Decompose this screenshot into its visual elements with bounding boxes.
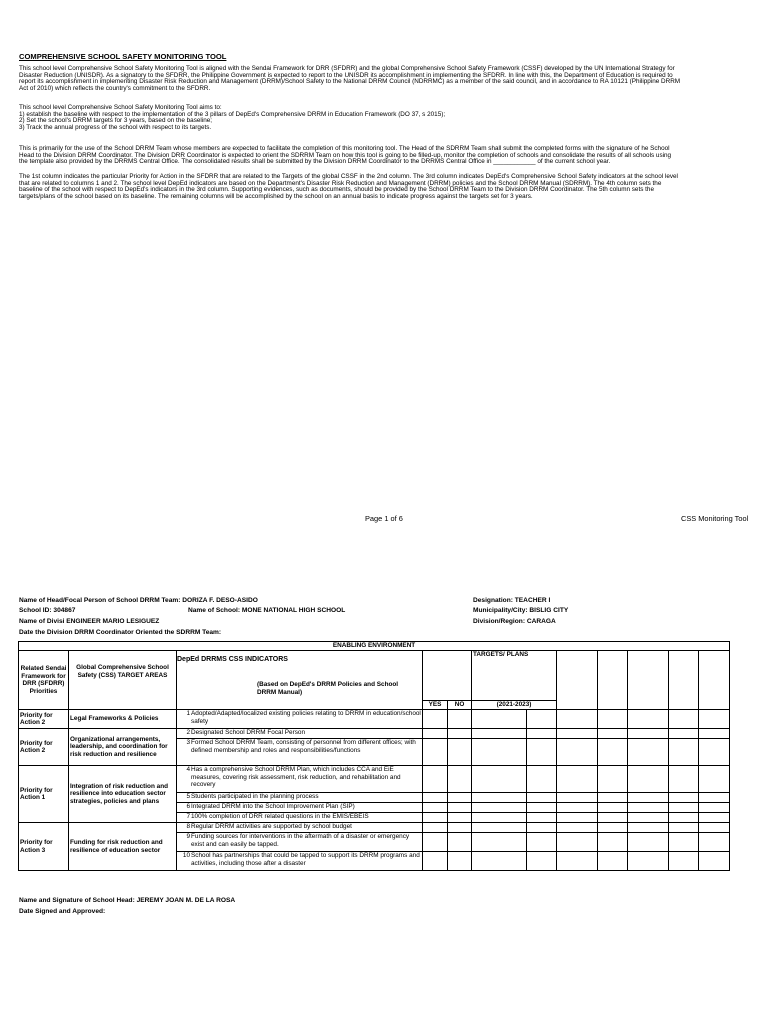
- year-column: [628, 651, 669, 710]
- deped-indicator: [177, 833, 423, 852]
- aims-paragraph: [19, 105, 751, 131]
- yes-cell[interactable]: [423, 823, 448, 833]
- no-cell[interactable]: [448, 813, 472, 823]
- year-cell[interactable]: [669, 833, 699, 852]
- targets-header: [472, 651, 557, 708]
- target-cell[interactable]: [527, 710, 557, 729]
- year-cell[interactable]: [557, 793, 598, 803]
- intro-paragraph: [19, 66, 751, 92]
- no-cell[interactable]: [448, 793, 472, 803]
- year-cell[interactable]: [628, 803, 669, 813]
- paragraph-line: The 1st column indicates the particular Priority for Action in the SFDRR that are related to the Targets of the global CSSF in the 2nd column. The 3rd column indicates DepEd's Comprehensive School Safety indicators at the school level: [19, 173, 678, 180]
- date-signed: Date Signed and Approved:: [19, 908, 106, 915]
- indicator-text: Formed School DRRM Team, consisting of personnel from different offices; with defined membership and roles and responsibilities/functions: [191, 739, 416, 754]
- baseline-header: [423, 651, 472, 701]
- no-cell[interactable]: [448, 833, 472, 852]
- paragraph-line: that are related to columns 1 and 2. The school level DepEd indicators are based on the Department's Disaster Risk Reduction and Management (DRRM) policies and the School DRRM Manual (SDRRM). The 4th column sets the: [19, 179, 662, 187]
- no-cell[interactable]: [448, 729, 472, 739]
- no-cell[interactable]: [448, 803, 472, 813]
- year-column: [699, 651, 730, 710]
- target-cell[interactable]: [472, 766, 527, 793]
- indicator-text: Adopted/Adapted/localized existing policies relating to DRRM in education/school safety: [191, 710, 421, 725]
- yes-cell[interactable]: [423, 710, 448, 729]
- year-cell[interactable]: [598, 710, 628, 729]
- yes-cell[interactable]: [423, 766, 448, 793]
- year-cell[interactable]: [598, 813, 628, 823]
- division-region: Division/Region: CARAGA: [473, 618, 556, 625]
- table-row: [19, 766, 730, 793]
- paragraph-line: Disaster Reduction (UNISDR). As a signatory to the SFDRR, the Philippine Government is expected to report to the UNISDR its accomplishment in implementing the SFDRR. In line with this, the Department of Education is required to: [19, 71, 673, 79]
- table-row: [19, 823, 730, 833]
- indicator-text: Students participated in the planning process: [191, 793, 319, 800]
- paragraph-line: This school level Comprehensive School Safety Monitoring Tool is aligned with the Sendai Framework for DRR (SFDRR) and the global Comprehensive School Safety Framework (CSSF) developed by the UN International Strategy for: [19, 65, 675, 72]
- targets-years: (2021-2023): [496, 701, 532, 708]
- year-cell[interactable]: [628, 766, 669, 793]
- deped-title: DepEd DRRMS CSS INDICATORS: [177, 656, 288, 663]
- sendai-priority: Priority for Action 1: [19, 766, 69, 823]
- target-cell[interactable]: [472, 803, 527, 813]
- deped-indicator: [177, 729, 423, 739]
- deped-indicator: [177, 813, 423, 823]
- year-cell[interactable]: [669, 793, 699, 803]
- year-cell[interactable]: [669, 710, 699, 729]
- columns-paragraph: [19, 174, 751, 200]
- year-cell[interactable]: [628, 833, 669, 852]
- indicator-text: Regular DRRM activities are supported by school budget: [191, 823, 352, 830]
- no-cell[interactable]: [448, 739, 472, 766]
- year-column: [669, 651, 699, 710]
- municipality: Municipality/City: BISLIG CITY: [473, 607, 569, 614]
- year-cell[interactable]: [557, 852, 598, 871]
- yes-cell[interactable]: [423, 739, 448, 766]
- year-cell[interactable]: [557, 766, 598, 793]
- usage-paragraph: [19, 146, 751, 166]
- deped-indicator: [177, 739, 423, 766]
- year-cell[interactable]: [699, 766, 730, 793]
- target-cell[interactable]: [472, 852, 527, 871]
- year-cell[interactable]: [557, 739, 598, 766]
- yes-header: YES: [423, 701, 448, 710]
- target-cell[interactable]: [527, 803, 557, 813]
- year-cell[interactable]: [628, 739, 669, 766]
- year-cell[interactable]: [699, 710, 730, 729]
- year-cell[interactable]: [699, 852, 730, 871]
- year-cell[interactable]: [628, 823, 669, 833]
- indicator-number: 7: [186, 813, 190, 820]
- deped-indicator: [177, 823, 423, 833]
- indicator-number: 10: [182, 852, 190, 859]
- deped-indicator: [177, 852, 423, 871]
- deped-indicator: [177, 803, 423, 813]
- sendai-priority: Priority for Action 3: [19, 823, 69, 871]
- year-cell[interactable]: [628, 793, 669, 803]
- deped-indicator: [177, 766, 423, 793]
- date-oriented: Date the Division DRRM Coordinator Oriented the SDRRM Team:: [19, 629, 222, 636]
- year-cell[interactable]: [699, 793, 730, 803]
- cssf-target-area: Organizational arrangements, leadership, and coordination for risk reduction and resilience: [69, 729, 177, 766]
- page-two: [0, 590, 768, 1024]
- col-header-sendai: Related Sendai Framework for DRR (SFDRR) Priorities: [19, 651, 69, 710]
- paragraph-line: 3) Track the annual progress of the school with respect to its targets.: [19, 123, 212, 131]
- indicator-number: 4: [186, 766, 190, 773]
- target-cell[interactable]: [527, 813, 557, 823]
- paragraph-line: This is primarily for the use of the School DRRM Team whose members are expected to facilitate the completion of this monitoring tool. The Head of the SDRRM Team shall submit the completed forms with the signature of he School: [19, 145, 670, 152]
- year-cell[interactable]: [699, 813, 730, 823]
- yes-cell[interactable]: [423, 729, 448, 739]
- yes-cell[interactable]: [423, 803, 448, 813]
- target-cell[interactable]: [527, 739, 557, 766]
- year-cell[interactable]: [598, 852, 628, 871]
- target-cell[interactable]: [527, 833, 557, 852]
- indicator-text: School has partnerships that could be tapped to support its DRRM programs and activities, including those after a disaster: [191, 852, 420, 867]
- no-header: NO: [448, 701, 472, 710]
- table-row: [19, 710, 730, 729]
- page-number: Page 1 of 6: [365, 514, 403, 523]
- target-cell[interactable]: [472, 833, 527, 852]
- paragraph-line: Head to the Division DRRM Coordinator. The Division DRR Coordinator is expected to orient the SDRRM Team on how this tool is going to be filled-up, monitor the completion of schools and consolidate the results of all schools using: [19, 151, 672, 159]
- year-cell[interactable]: [598, 803, 628, 813]
- indicator-text: Integrated DRRM into the School Improvement Plan (SIP): [191, 803, 355, 810]
- table-row: [19, 729, 730, 739]
- deped-indicator: [177, 710, 423, 729]
- indicator-number: 2: [186, 729, 190, 736]
- indicator-number: 9: [186, 833, 190, 840]
- year-column: [557, 651, 598, 710]
- year-cell[interactable]: [598, 793, 628, 803]
- no-cell[interactable]: [448, 823, 472, 833]
- enabling-environment-band: ENABLING ENVIRONMENT: [19, 642, 730, 651]
- year-cell[interactable]: [557, 833, 598, 852]
- indicator-number: 3: [186, 739, 190, 746]
- cssf-target-area: Funding for risk reduction and resilience of education sector: [69, 823, 177, 871]
- yes-cell[interactable]: [423, 793, 448, 803]
- year-cell[interactable]: [557, 729, 598, 739]
- indicator-number: 8: [186, 823, 190, 830]
- target-cell[interactable]: [472, 813, 527, 823]
- school-id: School ID: 304867: [19, 607, 76, 614]
- deped-subtitle: (Based on DepEd's DRRM Policies and School DRRM Manual): [257, 681, 399, 696]
- indicator-number: 5: [186, 793, 190, 800]
- year-cell[interactable]: [598, 823, 628, 833]
- year-cell[interactable]: [669, 813, 699, 823]
- paragraph-line: 2) Set the school's DRRM targets for 3 years, based on the baseline;: [19, 117, 213, 125]
- year-cell[interactable]: [669, 823, 699, 833]
- year-cell[interactable]: [699, 823, 730, 833]
- target-cell[interactable]: [472, 710, 527, 729]
- css-indicators-table: [18, 641, 730, 871]
- year-cell[interactable]: [628, 813, 669, 823]
- indicator-text: Has a comprehensive School DRRM Plan, which includes CCA and EiE measures, covering risk assessment, risk reduction, and rehabilitation and recovery: [191, 766, 401, 788]
- school-name: Name of School: MONE NATIONAL HIGH SCHOOL: [188, 607, 346, 614]
- target-cell[interactable]: [472, 729, 527, 739]
- footer-tool-name: CSS Monitoring Tool: [681, 514, 749, 523]
- year-cell[interactable]: [669, 852, 699, 871]
- year-cell[interactable]: [598, 739, 628, 766]
- school-head-signature: Name and Signature of School Head: JEREMY JOAN M. DE LA ROSA: [19, 897, 236, 904]
- indicator-number: 1: [186, 710, 190, 717]
- year-cell[interactable]: [669, 729, 699, 739]
- targets-title: TARGETS/ PLANS: [473, 651, 529, 658]
- paragraph-line: targets/plans of the school based on its baseline. The remaining columns will be accomplished by the school on an annual basis to indicate progress against the targets set for 3 years.: [19, 192, 533, 200]
- year-cell[interactable]: [699, 833, 730, 852]
- cssf-target-area: Legal Frameworks & Policies: [69, 710, 177, 729]
- head-focal-person: Name of Head/Focal Person of School DRRM Team: DORIZA F. DESO-ASIDO: [19, 597, 258, 604]
- no-cell[interactable]: [448, 710, 472, 729]
- sendai-priority: Priority for Action 2: [19, 710, 69, 729]
- year-cell[interactable]: [669, 803, 699, 813]
- paragraph-line: 1) establish the baseline with respect to the implementation of the 3 pillars of DepEd's Comprehensive DRRM in Education Framework (DO 37, s 2015);: [19, 110, 446, 118]
- cssf-target-area: Integration of risk reduction and resilience into education sector strategies, policies and plans: [69, 766, 177, 823]
- year-cell[interactable]: [628, 852, 669, 871]
- paragraph-line: This school level Comprehensive School Safety Monitoring Tool aims to:: [19, 104, 222, 111]
- year-cell[interactable]: [628, 729, 669, 739]
- sendai-priority: Priority for Action 2: [19, 729, 69, 766]
- year-cell[interactable]: [557, 823, 598, 833]
- year-cell[interactable]: [598, 766, 628, 793]
- yes-cell[interactable]: [423, 813, 448, 823]
- target-cell[interactable]: [527, 793, 557, 803]
- paragraph-line: Act of 2010) which reflects the country's commitment to the SFDRR.: [19, 84, 211, 92]
- designation: Designation: TEACHER I: [473, 597, 551, 604]
- year-cell[interactable]: [669, 739, 699, 766]
- indicator-number: 6: [186, 803, 190, 810]
- target-cell[interactable]: [527, 766, 557, 793]
- year-cell[interactable]: [557, 710, 598, 729]
- target-cell[interactable]: [472, 793, 527, 803]
- paragraph-line: baseline of the school with respect to DepEd's indicators in the 3rd column. Supporting evidences, such as documents, should be provided by the School DRRM Team to the Division DRRM Coordinator. The 5th column sets the: [19, 186, 654, 194]
- col-header-cssf: Global Comprehensive School Safety (CSS) TARGET AREAS: [69, 651, 177, 710]
- paragraph-line: report its accomplishment in implementing Disaster Risk Reduction and Management (DRRM)/School Safety to the National DRRM Council (NDRRMC) as a member of the said council, and in accordance to RA 10121 (Philippine DRRM: [19, 78, 681, 86]
- deped-indicator: [177, 793, 423, 803]
- year-cell[interactable]: [699, 729, 730, 739]
- indicator-text: 100% completion of DRR related questions in the EMIS/EBEIS: [191, 813, 369, 820]
- yes-cell[interactable]: [423, 852, 448, 871]
- no-cell[interactable]: [448, 766, 472, 793]
- year-cell[interactable]: [557, 803, 598, 813]
- year-cell[interactable]: [699, 803, 730, 813]
- year-cell[interactable]: [557, 813, 598, 823]
- year-cell[interactable]: [669, 766, 699, 793]
- year-cell[interactable]: [628, 710, 669, 729]
- indicator-text: Funding sources for interventions in the aftermath of a disaster or emergency exist and can easily be tapped.: [191, 833, 410, 848]
- no-cell[interactable]: [448, 852, 472, 871]
- target-cell[interactable]: [527, 729, 557, 739]
- indicator-text: Designated School DRRM Focal Person: [191, 729, 306, 736]
- year-cell[interactable]: [598, 729, 628, 739]
- division-coordinator: Name of Divisi ENGINEER MARIO LESIGUEZ: [19, 618, 160, 625]
- year-cell[interactable]: [598, 833, 628, 852]
- target-cell[interactable]: [472, 823, 527, 833]
- year-cell[interactable]: [699, 739, 730, 766]
- document-title: COMPREHENSIVE SCHOOL SAFETY MONITORING TOOL: [19, 52, 227, 61]
- target-cell[interactable]: [527, 823, 557, 833]
- paragraph-line: the template also provided by the DRRMS Central Office. The consolidated results shall be submitted by the Division DRRM Coordinator to the DRRMS Central Office in ____________ of the current school year.: [19, 158, 611, 166]
- yes-cell[interactable]: [423, 833, 448, 852]
- target-cell[interactable]: [472, 739, 527, 766]
- year-column: [598, 651, 628, 710]
- target-cell[interactable]: [527, 852, 557, 871]
- col-header-deped: [177, 651, 423, 710]
